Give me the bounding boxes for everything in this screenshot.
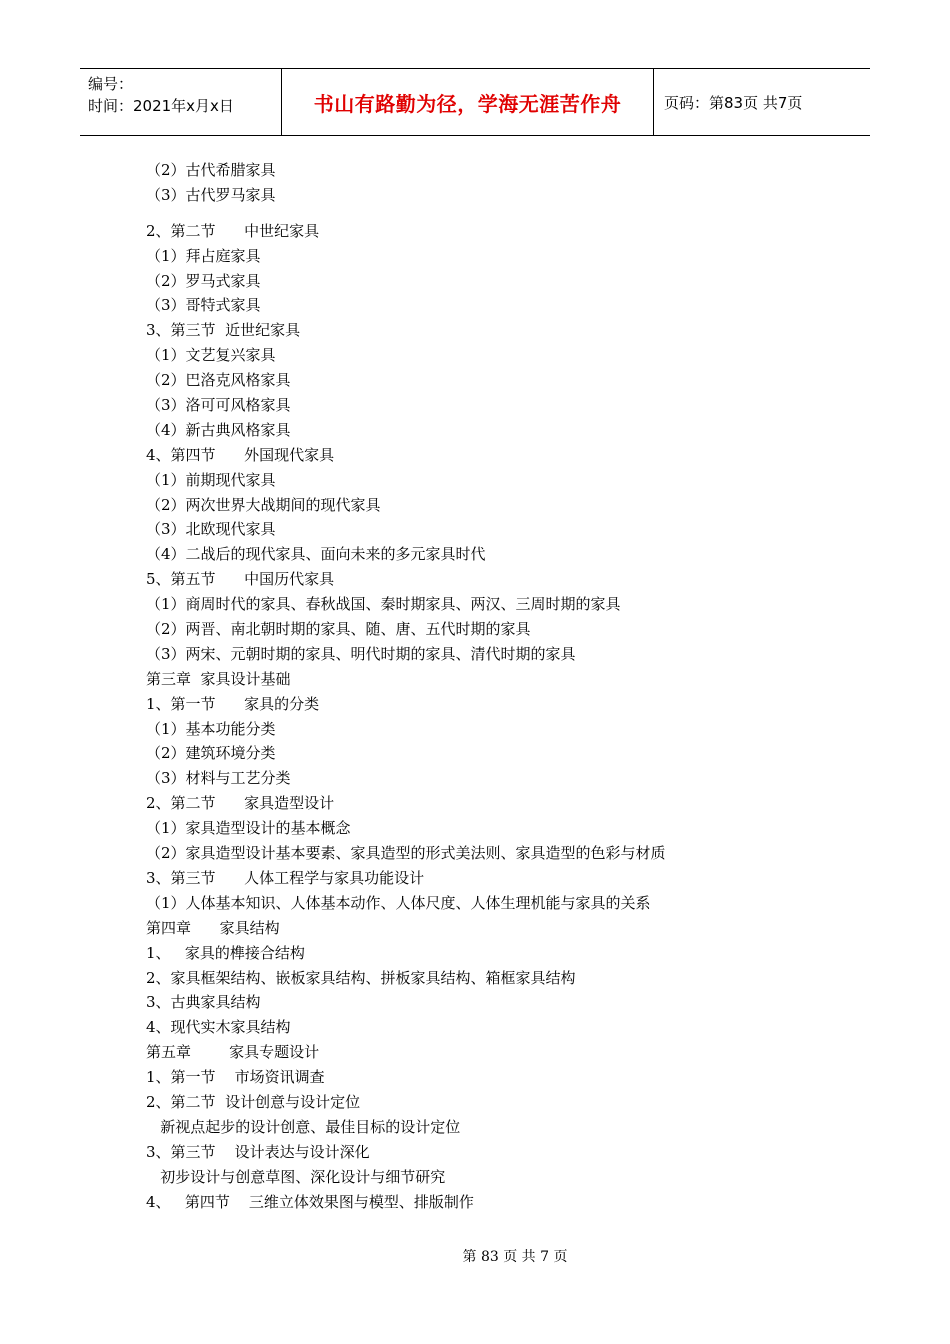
text-line: 4、 第四节 三维立体效果图与模型、排版制作 [146,1192,474,1211]
text-line: （3）哥特式家具 [146,296,261,315]
text-line: 4、第四节 外国现代家具 [146,445,335,464]
text-line: （1）基本功能分类 [146,719,276,738]
text-line: （2）巴洛克风格家具 [146,371,291,390]
text-line: （2）古代希腊家具 [146,161,276,179]
header-motto: 书山有路勤为径，学海无涯苦作舟 [282,69,654,135]
text-line: （1）文艺复兴家具 [146,346,276,365]
text-line: （2）建筑环境分类 [146,744,276,763]
text-line: 2、第二节 中世纪家具 [146,221,320,240]
text-line: （2）罗马式家具 [146,271,261,290]
text-line: （4）二战后的现代家具、面向未来的多元家具时代 [146,545,486,564]
text-line: 新视点起步的设计创意、最佳目标的设计定位 [146,1117,461,1136]
text-line: （3）两宋、元朝时期的家具、明代时期的家具、清代时期的家具 [146,644,576,663]
text-line: 3、第三节 近世纪家具 [146,321,301,340]
text-line: （1）商周时代的家具、春秋战国、秦时期家具、两汉、三周时期的家具 [146,595,621,614]
document-body [146,158,866,1214]
text-line: （1）家具造型设计的基本概念 [146,819,351,838]
page-header [80,68,870,136]
text-line: （2）两次世界大战期间的现代家具 [146,495,381,514]
text-line: （2）家具造型设计基本要素、家具造型的形式美法则、家具造型的色彩与材质 [146,844,666,863]
text-line: （1）人体基本知识、人体基本动作、人体尺度、人体生理机能与家具的关系 [146,893,651,912]
text-line: 1、第一节 家具的分类 [146,694,320,713]
text-line: 3、第三节 人体工程学与家具功能设计 [146,868,425,887]
text-line: （3）北欧现代家具 [146,520,276,539]
text-line: （2）两晋、南北朝时期的家具、随、唐、五代时期的家具 [146,620,531,639]
header-page-info: 页码：第83页 共7页 [664,93,803,112]
text-line: （3）材料与工艺分类 [146,769,291,788]
time-label: 时间：2021年x月x日 [88,97,234,115]
number-label: 编号： [88,75,134,93]
text-line: 1、 家具的榫接合结构 [146,943,305,962]
text-line: 初步设计与创意草图、深化设计与细节研究 [146,1167,446,1186]
text-line: （1）前期现代家具 [146,470,276,489]
text-line: 3、古典家具结构 [146,993,261,1012]
text-line: 第五章 家具专题设计 [146,1043,320,1062]
text-line: 1、第一节 市场资讯调查 [146,1068,325,1087]
text-line: 2、第二节 设计创意与设计定位 [146,1092,361,1111]
text-line: 2、第二节 家具造型设计 [146,794,335,813]
text-line: 第四章 家具结构 [146,918,280,937]
text-line: （1）拜占庭家具 [146,246,261,265]
text-line: （3）古代罗马家具 [146,185,276,204]
text-line: 第三章 家具设计基础 [146,669,291,688]
text-line: （3）洛可可风格家具 [146,396,291,415]
text-line: 2、家具框架结构、嵌板家具结构、拼板家具结构、箱框家具结构 [146,968,576,987]
text-line: 5、第五节 中国历代家具 [146,570,335,589]
header-meta [80,69,282,135]
text-line: （4）新古典风格家具 [146,420,291,439]
text-line: 3、第三节 设计表达与设计深化 [146,1142,370,1161]
text-line: 4、现代实木家具结构 [146,1018,291,1037]
page-footer: 第 83 页 共 7 页 [462,1249,568,1265]
